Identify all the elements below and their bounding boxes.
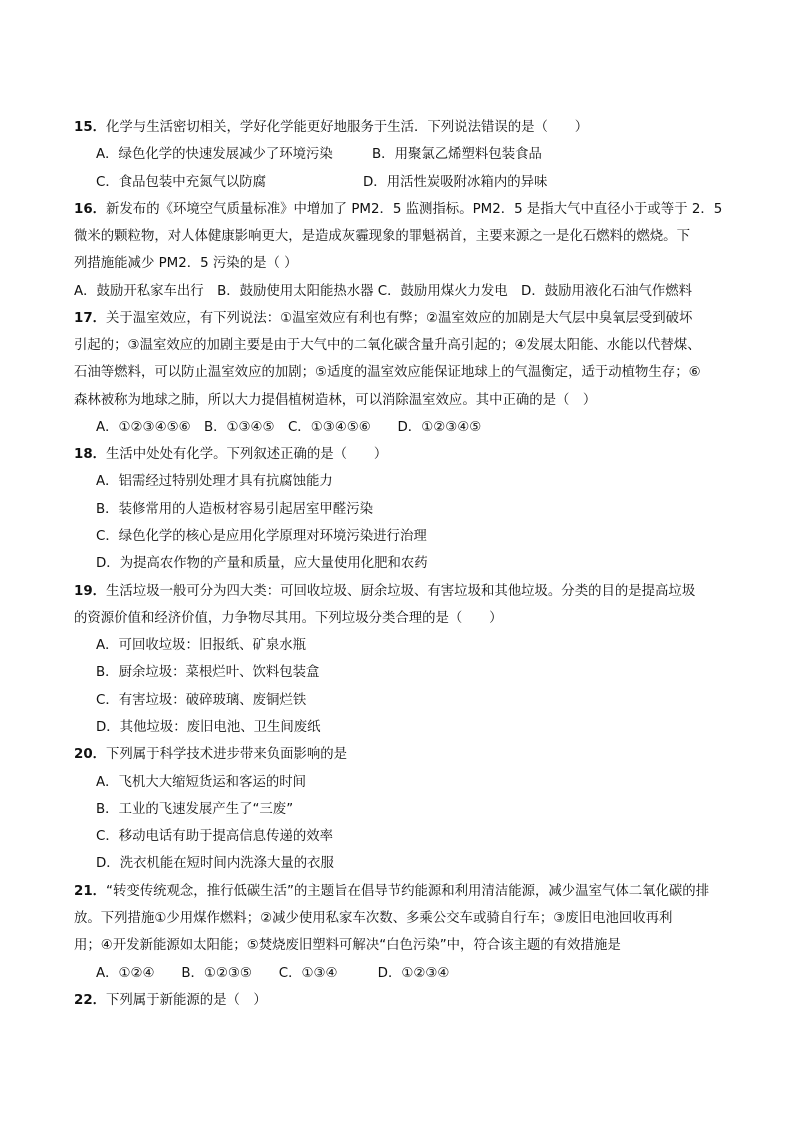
question-text: 生活垃圾一般可分为四大类：可回收垃圾、厨余垃圾、有害垃圾和其他垃圾。分类的目的是提高垃圾: [106, 584, 696, 599]
option-d: D．用活性炭吸附冰箱内的异味: [363, 175, 548, 190]
question-number: 17．: [74, 311, 107, 326]
option-d: D．为提高农作物的产量和质量，应大量使用化肥和农药: [96, 556, 428, 571]
option-b: B．用聚氯乙烯塑料包装食品: [372, 147, 542, 162]
question-text: 用；④开发新能源如太阳能；⑤焚烧废旧塑料可解决“白色污染”中，符合该主题的有效措施是: [74, 938, 621, 953]
question-text: 列措施能减少 PM2．5 污染的是（ ）: [74, 256, 298, 271]
option-c: C．绿色化学的核心是应用化学原理对环境污染进行治理: [96, 529, 427, 544]
question-text: 关于温室效应，有下列说法：①温室效应有利也有弊；②温室效应的加剧是大气层中臭氧层受到破坏: [106, 311, 693, 326]
question-21-stem: [74, 882, 709, 902]
option-a: A．绿色化学的快速发展减少了环境污染: [96, 147, 333, 162]
question-text: “转变传统观念，推行低碳生活”的主题旨在倡导节约能源和利用清洁能源，减少温室气体二氧化碳的排: [106, 884, 710, 899]
question-number: 15．: [74, 120, 107, 135]
option-a: A．飞机大大缩短货运和客运的时间: [96, 775, 307, 790]
question-number: 18．: [74, 447, 107, 462]
option-b: B．厨余垃圾：菜根烂叶、饮料包装盒: [96, 665, 320, 680]
option-a: A．铝需经过特别处理才具有抗腐蚀能力: [96, 474, 333, 489]
option-d: D．洗衣机能在短时间内洗涤大量的衣服: [96, 856, 334, 871]
options-line: A．①②④ B．①②③⑤ C．①③④ D．①②③④: [96, 966, 450, 981]
question-text: 的资源价值和经济价值，力争物尽其用。下列垃圾分类合理的是（ ）: [74, 611, 503, 626]
option-b: B．工业的飞速发展产生了“三废”: [96, 802, 294, 817]
question-number: 16．: [74, 202, 107, 217]
question-17-stem: [74, 309, 692, 329]
question-number: 21．: [74, 884, 107, 899]
question-text: 放。下列措施①少用煤作燃料；②减少使用私家车次数、多乘公交车或骑自行车；③废旧电池回收再利: [74, 911, 673, 926]
question-text: 引起的；③温室效应的加剧主要是由于大气中的二氧化碳含量升高引起的；④发展太阳能、水能以代替煤、: [74, 338, 701, 353]
question-number: 19．: [74, 584, 107, 599]
question-text: 化学与生活密切相关，学好化学能更好地服务于生活．下列说法错误的是（ ）: [106, 120, 589, 135]
question-text: 下列属于新能源的是（ ）: [106, 993, 267, 1008]
question-text: 新发布的《环境空气质量标准》中增加了 PM2．5 监测指标。PM2．5 是指大气中直径小于或等于 2．5: [106, 202, 723, 217]
question-19-stem: [74, 582, 695, 602]
options-line: A．①②③④⑤⑥ B．①③④⑤ C．①③④⑤⑥ D．①②③④⑤: [96, 420, 482, 435]
question-22-stem: [74, 991, 267, 1011]
options-line: A．鼓励开私家车出行 B．鼓励使用太阳能热水器 C．鼓励用煤火力发电 D．鼓励用液化石油气作燃料: [74, 284, 693, 299]
option-c: C．移动电话有助于提高信息传递的效率: [96, 829, 333, 844]
question-number: 22．: [74, 993, 107, 1008]
question-number: 20．: [74, 747, 107, 762]
question-text: 生活中处处有化学。下列叙述正确的是（ ）: [106, 447, 388, 462]
option-c: C．食品包装中充氮气以防腐: [96, 175, 267, 190]
question-text: 下列属于科学技术进步带来负面影响的是: [106, 747, 348, 762]
question-text: 石油等燃料，可以防止温室效应的加剧；⑤适度的温室效应能保证地球上的气温衡定，适于动植物生存；⑥: [74, 365, 701, 380]
question-15-stem: [74, 118, 588, 138]
option-a: A．可回收垃圾：旧报纸、矿泉水瓶: [96, 638, 307, 653]
question-20-stem: [74, 745, 347, 765]
question-text: 森林被称为地球之肺，所以大力提倡植树造林，可以消除温室效应。其中正确的是（ ）: [74, 393, 597, 408]
question-18-stem: [74, 445, 387, 465]
question-16-stem: [74, 200, 722, 220]
option-d: D．其他垃圾：废旧电池、卫生间废纸: [96, 720, 321, 735]
option-b: B．装修常用的人造板材容易引起居室甲醛污染: [96, 502, 373, 517]
question-text: 微米的颗粒物，对人体健康影响更大，是造成灰霾现象的罪魁祸首，主要来源之一是化石燃料的燃烧。下: [74, 229, 690, 244]
option-c: C．有害垃圾：破碎玻璃、废铜烂铁: [96, 693, 307, 708]
